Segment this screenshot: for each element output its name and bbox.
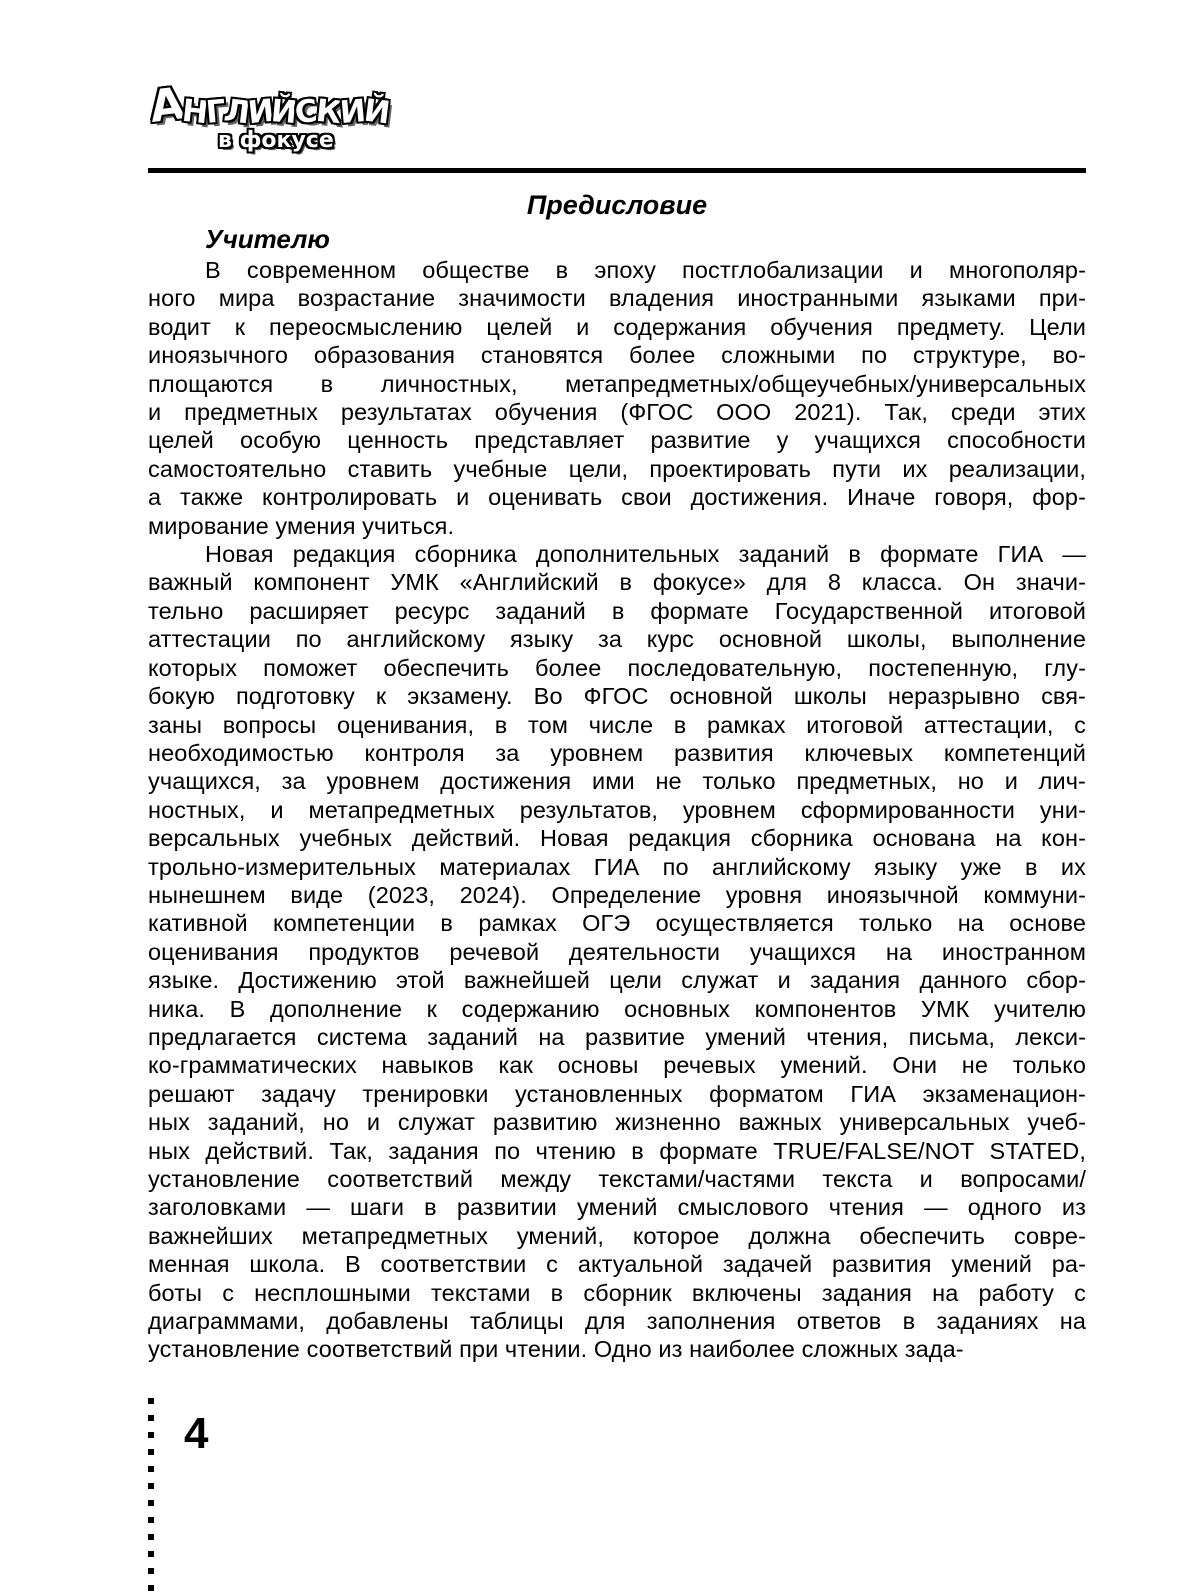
text-column	[148, 190, 1086, 1364]
spotlight-logo	[146, 78, 392, 153]
text-line: кативной компетенции в рамках ОГЭ осуществляется только на основе	[148, 910, 1086, 937]
logo-letter: Н	[180, 92, 210, 132]
text-line: трольно-измерительных материалах ГИА по английскому языку уже в их	[148, 853, 1086, 880]
logo-letter: К	[314, 92, 344, 132]
text-line: ных заданий, но и служат развитию жизненно важных универсальных учеб-	[148, 1109, 1086, 1136]
text-line: иноязычного образования становятся более сложными по структуре, во-	[148, 342, 1086, 369]
logo-letter: Л	[221, 92, 252, 132]
text-line: установление соответствий между текстами/частями текста и вопросами/	[148, 1166, 1086, 1192]
text-line: площаются в личностных, метапредметных/общеучебных/универсальных	[148, 370, 1086, 397]
text-line: водит к переосмыслению целей и содержания обучения предмету. Цели	[148, 313, 1086, 340]
text-line: языке. Достижению этой важнейшей цели служат и задания данного сбор-	[148, 967, 1086, 994]
text-line: важнейших метапредметных умений, которое должна обеспечить совре-	[148, 1222, 1086, 1249]
text-line: установление соответствий при чтении. Одно из наиболее сложных зада-	[148, 1336, 964, 1363]
logo-letter: Й	[361, 92, 392, 132]
text-line: и предметных результатах обучения (ФГОС ООО 2021). Так, среди этих	[148, 399, 1086, 426]
paragraph	[148, 256, 1086, 540]
text-line: нынешнем виде (2023, 2024). Определение уровня иноязычной коммуни-	[148, 881, 1086, 908]
text-line: а также контролировать и оценивать свои достижения. Иначе говоря, фор-	[148, 484, 1086, 511]
text-line: мирование умения учиться.	[148, 512, 455, 539]
text-line: аттестации по английскому языку за курс основной школы, выполнение	[148, 626, 1086, 653]
page-number: 4	[184, 1409, 209, 1458]
logo-letter: И	[337, 92, 367, 132]
logo-letter: С	[293, 92, 321, 132]
paragraph	[148, 540, 1086, 1364]
text-line: ника. В дополнение к содержанию основных компонентов УМК учителю	[148, 995, 1086, 1022]
text-line: заны вопросы оценивания, в том числе в рамках итоговой аттестации, с	[148, 711, 1086, 738]
text-line: оценивания продуктов речевой деятельности учащихся на иностранном	[148, 938, 1086, 965]
text-line: боты с несплошными текстами в сборник включены задания на работу с	[148, 1279, 1086, 1306]
text-line: ностных, и метапредметных результатов, уровнем сформированности уни-	[148, 796, 1086, 823]
page-title: Предисловие	[526, 190, 708, 220]
text-line: В современном обществе в эпоху постглобализации и многополяр-	[205, 257, 1086, 283]
text-line: ко-грамматических навыков как основы речевых умений. Они не только	[148, 1052, 1086, 1079]
dotted-line	[148, 1398, 154, 1596]
text-line: Новая редакция сборника дополнительных заданий в формате ГИА —	[205, 541, 1086, 568]
text-line: решают задачу тренировки установленных форматом ГИА экзаменацион-	[148, 1080, 1086, 1107]
logo-letter: Г	[204, 93, 228, 131]
text-line: диаграммами, добавлены таблицы для заполнения ответов в заданиях на	[148, 1308, 1086, 1335]
text-line: важный компонент УМК «Английский в фокусе» для 8 класса. Он значи-	[148, 569, 1086, 596]
text-line: бокую подготовку к экзамену. Во ФГОС основной школы неразрывно свя-	[148, 683, 1086, 710]
text-line: предлагается система заданий на развитие умений чтения, письма, лекси-	[148, 1023, 1086, 1050]
text-line: менная школа. В соответствии с актуальной задачей развития умений ра-	[148, 1251, 1086, 1278]
logo-letter: И	[245, 92, 276, 132]
section-subtitle: Учителю	[205, 224, 330, 254]
body-paragraphs	[148, 256, 1086, 1364]
text-line: ных действий. Так, задания по чтению в формате TRUE/FALSE/NOT STATED,	[148, 1137, 1086, 1164]
logo-letter: Й	[270, 92, 300, 132]
text-line: целей особую ценность представляет развитие у учащихся способности	[148, 427, 1086, 454]
text-line: учащихся, за уровнем достижения ими не только предметных, но и лич-	[148, 768, 1086, 795]
text-line: версальных учебных действий. Новая редакция сборника основана на кон-	[148, 825, 1086, 852]
text-line: тельно расширяет ресурс заданий в формате Государственной итоговой	[148, 597, 1086, 624]
text-line: необходимостью контроля за уровнем развития ключевых компетенций	[148, 739, 1086, 766]
text-line: ного мира возрастание значимости владения иностранными языками при-	[148, 285, 1086, 312]
logo-line2: в фокусе	[218, 128, 334, 153]
header-rule	[148, 168, 1086, 173]
text-line: заголовками — шаги в развитии умений смыслового чтения — одного из	[148, 1194, 1086, 1221]
text-line: самостоятельно ставить учебные цели, проектировать пути их реализации,	[148, 455, 1086, 482]
logo-letter: А	[146, 78, 187, 133]
logo-line1	[146, 78, 392, 133]
text-line: которых поможет обеспечить более последовательную, постепенную, глу-	[148, 654, 1086, 681]
